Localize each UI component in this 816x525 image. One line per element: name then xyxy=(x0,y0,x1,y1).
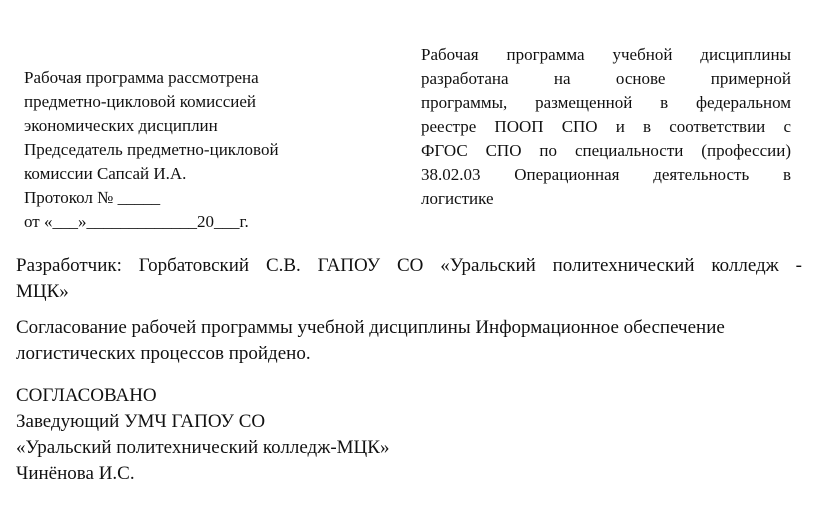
agreed-name: Чинёнова И.С. xyxy=(16,463,135,484)
developer-line-1: Разработчик: Горбатовский С.В. ГАПОУ СО «Уральский политехнический колледж - xyxy=(16,255,802,276)
review-line-1: Рабочая программа рассмотрена xyxy=(24,68,259,87)
basis-line-3: программы, размещенной в федеральном xyxy=(421,93,791,112)
basis-line-7: логистике xyxy=(421,189,494,208)
review-line-3: экономических дисциплин xyxy=(24,116,218,135)
basis-line-6: 38.02.03 Операционная деятельность в xyxy=(421,165,791,184)
approval-paragraph xyxy=(16,315,802,367)
approval-line-2: логистических процессов пройдено. xyxy=(16,343,311,364)
agreed-heading: СОГЛАСОВАНО xyxy=(16,385,157,406)
agreed-block xyxy=(16,383,802,487)
basis-line-5: ФГОС СПО по специальности (профессии) xyxy=(421,141,791,160)
agreed-college: «Уральский политехнический колледж-МЦК» xyxy=(16,437,390,458)
review-line-2: предметно-цикловой комиссией xyxy=(24,92,257,111)
protocol-number-line: Протокол № _____ xyxy=(24,188,161,207)
basis-line-2: разработана на основе примерной xyxy=(421,69,791,88)
review-line-4: Председатель предметно-цикловой xyxy=(24,140,279,159)
developer-paragraph xyxy=(16,253,802,305)
basis-line-4: реестре ПООП СПО и в соответствии с xyxy=(421,117,791,136)
basis-line-1: Рабочая программа учебной дисциплины xyxy=(421,45,791,64)
developer-line-2: МЦК» xyxy=(16,281,69,302)
commission-review-block xyxy=(24,66,354,234)
approval-line-1: Согласование рабочей программы учебной дисциплины Информационное обеспечение xyxy=(16,317,725,338)
review-line-5: комиссии Сапсай И.А. xyxy=(24,164,187,183)
protocol-date-line: от «___»_____________20___г. xyxy=(24,212,249,231)
program-basis-block xyxy=(421,43,791,211)
agreed-position: Заведующий УМЧ ГАПОУ СО xyxy=(16,411,266,432)
